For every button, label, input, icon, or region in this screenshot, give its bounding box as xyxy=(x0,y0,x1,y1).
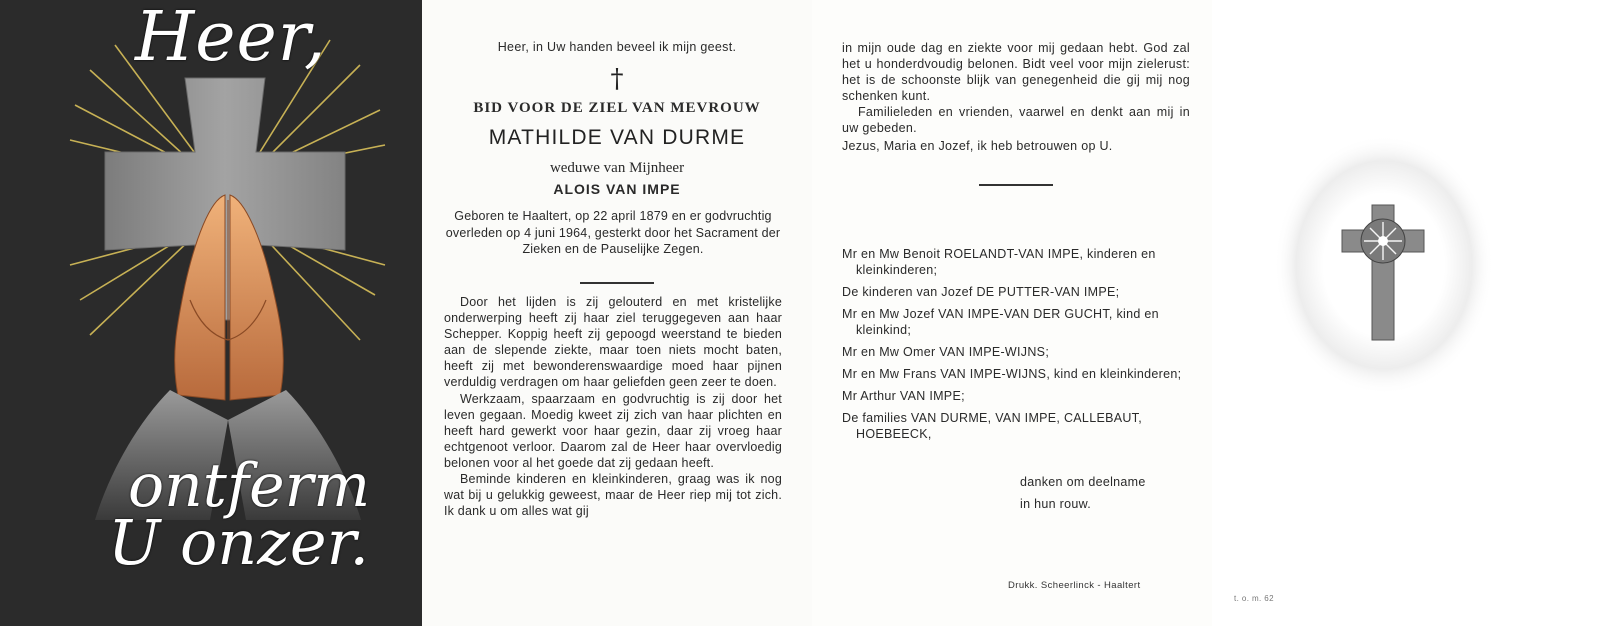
obituary-paragraph: Werkzaam, spaarzaam en godvruchtig is zij door het leven gegaan. Moedig kweet zij zich van haar plichten en heeft hard gewerkt voor haar gezin, daar zij vroeg haar echtgenoot verloor. Daarom zal de Heer haar overvloedig belonen voor al het goede dat zij gedaan heeft. xyxy=(444,391,782,470)
back-cross-emblem xyxy=(1212,0,1600,626)
right-inside-page xyxy=(812,0,1212,626)
family-entry: Mr en Mw Omer VAN IMPE-WIJNS; xyxy=(842,345,1050,359)
cross-symbol-icon: † xyxy=(610,64,624,94)
prayer-request: BID VOOR DE ZIEL VAN MEVROUW xyxy=(473,100,761,116)
family-entry: Mr Arthur VAN IMPE; xyxy=(842,389,965,403)
back-cover xyxy=(1212,0,1600,626)
deceased-name: MATHILDE VAN DURME xyxy=(488,126,746,149)
family-entry: Mr en Mw Jozef VAN IMPE-VAN DER GUCHT, kind en kleinkind; xyxy=(842,307,1159,337)
print-code: t. o. m. 62 xyxy=(1234,594,1274,603)
thanks-line-1: danken om deelname xyxy=(1020,475,1146,489)
continuation-text: in mijn oude dag en ziekte voor mij gedaan hebt. God zal het u honderdvoudig belonen. Bidt veel voor mijn zielerust: het is de schoonste blijk van genegenheid die gij mij nog schenken kunt. xyxy=(842,41,1190,103)
family-entry: Mr en Mw Frans VAN IMPE-WIJNS, kind en kleinkinderen; xyxy=(842,367,1182,381)
front-cover xyxy=(0,0,422,626)
prayer-line: Heer, in Uw handen beveel ik mijn geest. xyxy=(497,40,737,54)
farewell-text: Familieleden en vrienden, vaarwel en denkt aan mij in uw gebeden. xyxy=(842,105,1190,135)
divider xyxy=(979,184,1053,186)
widow-of-line: weduwe van Mijnheer xyxy=(549,160,685,176)
husband-name: ALOIS VAN IMPE xyxy=(553,181,681,197)
left-inside-page xyxy=(422,0,812,626)
birth-death-text: Geboren te Haaltert, op 22 april 1879 en er godvruchtig overleden op 4 juni 1964, gesterkt door het Sacrament der Zieken en de Pauselijke Zegen. xyxy=(445,209,781,256)
printer-credit: Drukk. Scheerlinck - Haaltert xyxy=(1008,580,1141,591)
family-list xyxy=(842,246,1190,448)
front-title-ontferm: ontferm xyxy=(128,451,371,521)
obituary-paragraph: Beminde kinderen en kleinkinderen, graag was ik nog wat bij u gelukkig geweest, maar de Heer riep mij tot zich. Ik dank u om alles wat gij xyxy=(444,472,782,519)
divider xyxy=(580,282,654,284)
family-entry: De families VAN DURME, VAN IMPE, CALLEBAUT, HOEBEECK, xyxy=(842,411,1143,441)
front-title-u-onzer: U onzer. xyxy=(108,506,370,579)
obituary-paragraph: Door het lijden is zij gelouterd en met kristelijke onderwerping heeft zij haar ziel teruggegeven aan haar Schepper. Koppig heeft zij gepoogd weerstand te bieden aan de slepende ziekte, maar toen niets mocht baten, heeft zij met bewonderenswaardige moed haar pijnen verduldig verdragen om haar geliefden geen zeer te doen. xyxy=(444,295,782,390)
family-entry: De kinderen van Jozef DE PUTTER-VAN IMPE; xyxy=(842,285,1120,299)
front-title-heer: Heer, xyxy=(135,0,327,77)
obituary-text xyxy=(444,294,782,519)
thanks-line-2: in hun rouw. xyxy=(1020,497,1092,511)
invocation-text: Jezus, Maria en Jozef, ik heb betrouwen op U. xyxy=(842,139,1113,153)
closing-text xyxy=(842,40,1190,154)
family-entry: Mr en Mw Benoit ROELANDT-VAN IMPE, kinderen en kleinkinderen; xyxy=(842,247,1156,277)
